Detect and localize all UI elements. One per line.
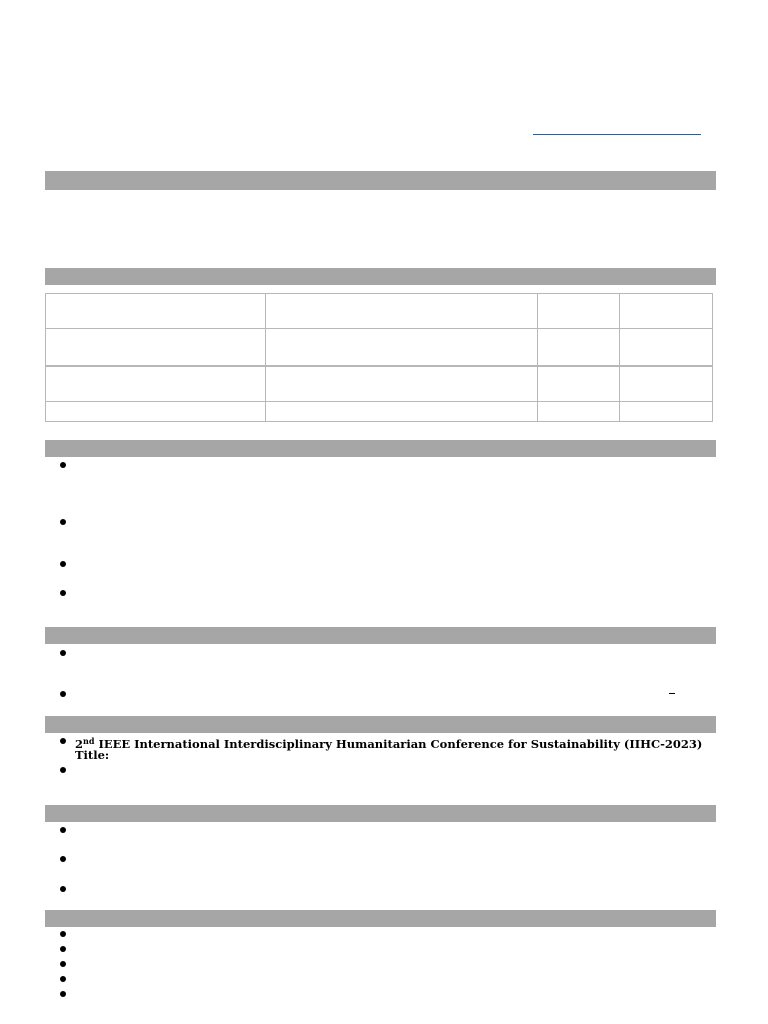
table-cell xyxy=(266,402,538,422)
table-cell xyxy=(538,294,620,329)
table-cell xyxy=(46,294,266,329)
table-row xyxy=(46,329,713,367)
conference-ordinal-suffix: nd xyxy=(83,736,95,746)
table-row xyxy=(46,402,713,422)
dash-mark xyxy=(669,693,675,694)
conference-ordinal: 2 xyxy=(75,737,84,751)
section-header-bar-5 xyxy=(45,716,716,733)
bullet-point xyxy=(60,946,66,952)
table-cell xyxy=(620,402,713,422)
conference-name xyxy=(75,734,702,751)
table-cell xyxy=(620,366,713,402)
table-cell xyxy=(538,329,620,367)
table-cell xyxy=(538,366,620,402)
email-link-underline[interactable] xyxy=(533,134,701,135)
bullet-point xyxy=(60,961,66,967)
section-header-bar-2 xyxy=(45,268,716,285)
bullet-point xyxy=(60,991,66,997)
table-cell xyxy=(46,366,266,402)
education-table xyxy=(45,293,713,422)
bullet-point xyxy=(60,976,66,982)
bullet-point xyxy=(60,827,66,833)
table-cell xyxy=(538,402,620,422)
table-cell xyxy=(46,402,266,422)
table-cell xyxy=(620,329,713,367)
bullet-point xyxy=(60,856,66,862)
bullet-point xyxy=(60,590,66,596)
bullet-point xyxy=(60,738,66,744)
table-cell xyxy=(266,366,538,402)
table-row xyxy=(46,294,713,329)
table-row xyxy=(46,366,713,402)
conference-title: IEEE International Interdisciplinary Humanitarian Conference for Sustainability (IIHC-2023) xyxy=(98,737,703,751)
section-header-bar-1 xyxy=(45,171,716,190)
section-header-bar-3 xyxy=(45,440,716,457)
bullet-point xyxy=(60,886,66,892)
bullet-point xyxy=(60,650,66,656)
section-header-bar-7 xyxy=(45,910,716,927)
table-cell xyxy=(266,294,538,329)
paper-title-label: Title: xyxy=(75,748,110,762)
bullet-point xyxy=(60,931,66,937)
bullet-point xyxy=(60,691,66,697)
bullet-point xyxy=(60,462,66,468)
table-cell xyxy=(620,294,713,329)
section-header-bar-4 xyxy=(45,627,716,644)
bullet-point xyxy=(60,519,66,525)
bullet-point xyxy=(60,767,66,773)
bullet-point xyxy=(60,561,66,567)
table-cell xyxy=(266,329,538,367)
section-header-bar-6 xyxy=(45,805,716,822)
table-cell xyxy=(46,329,266,367)
